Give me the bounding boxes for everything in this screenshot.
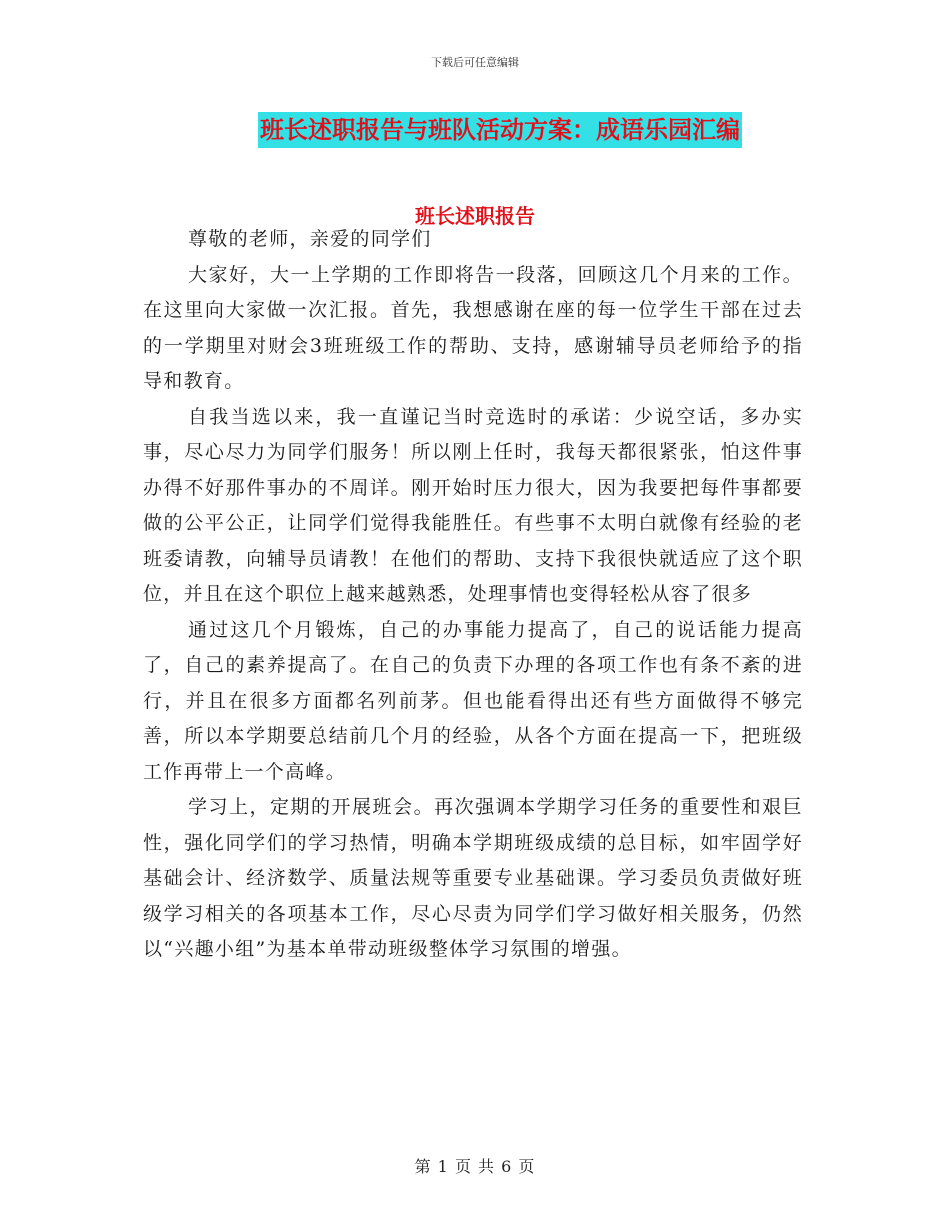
body-paragraph: 通过这几个月锻炼，自己的办事能力提高了，自己的说话能力提高了，自己的素养提高了。在自己的负责下办理的各项工作也有条不紊的进行，并且在很多方面都名列前茅。但也能看得出还有些方面做得不够完善，所以本学期要总结前几个月的经验，从各个方面在提高一下，把班级工作再带上一个高峰。 <box>143 618 803 783</box>
salutation-paragraph: 尊敬的老师，亲爱的同学们 <box>188 228 432 250</box>
document-body <box>143 222 803 968</box>
body-paragraph: 学习上，定期的开展班会。再次强调本学期学习任务的重要性和艰巨性，强化同学们的学习热情，明确本学期班级成绩的总目标，如牢固学好基础会计、经济数学、质量法规等重要专业基础课。学习委员负责做好班级学习相关的各项基本工作，尽心尽责为同学们学习做好相关服务，仍然以“兴趣小组”为基本单带动班级整体学习氛围的增强。 <box>143 796 803 960</box>
body-paragraph: 大家好，大一上学期的工作即将告一段落，回顾这几个月来的工作。在这里向大家做一次汇报。首先，我想感谢在座的每一位学生干部在过去的一学期里对财会3班班级工作的帮助、支持，感谢辅导员老师给予的指导和教育。 <box>143 263 803 392</box>
document-title-container <box>0 112 950 148</box>
section-title: 班长述职报告 <box>415 204 535 228</box>
page-number-footer: 第 1 页 共 6 页 <box>414 1157 536 1176</box>
body-paragraph: 自我当选以来，我一直谨记当时竞选时的承诺：少说空话，多办实事，尽心尽力为同学们服务！所以刚上任时，我每天都很紧张，怕这件事办得不好那件事办的不周详。刚开始时压力很大，因为我要把每件事都要做的公平公正，让同学们觉得我能胜任。有些事不太明白就像有经验的老班委请教，向辅导员请教！在他们的帮助、支持下我很快就适应了这个职位，并且在这个职位上越来越熟悉，处理事情也变得轻松从容了很多 <box>143 405 803 605</box>
document-title: 班长述职报告与班队活动方案：成语乐园汇编 <box>258 112 742 148</box>
page-header-note: 下载后可任意编辑 <box>431 56 519 69</box>
